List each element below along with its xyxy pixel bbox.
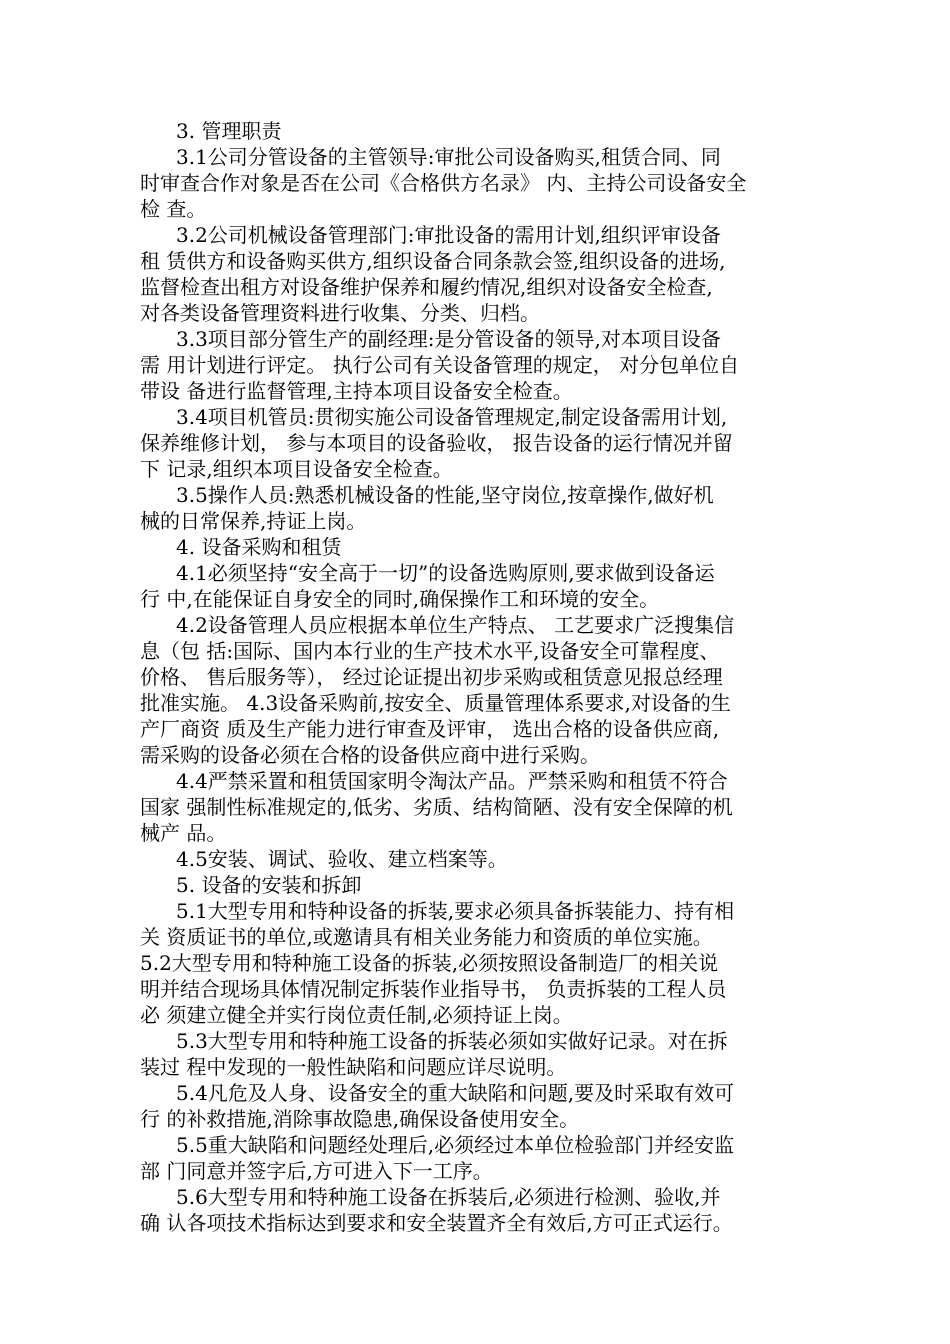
paragraph-line: 3.5操作人员:熟悉机械设备的性能,坚守岗位,按章操作,做好机 [176,483,714,507]
paragraph-line: 检 查。 [140,197,207,221]
paragraph-line: 带设 备进行监督管理,主持本项目设备安全检查。 [140,379,573,403]
paragraph-line: 保养维修计划， 参与本项目的设备验收， 报告设备的运行情况并留 [140,431,733,455]
paragraph-line: 行 中,在能保证自身安全的同时,确保操作工和环境的安全。 [140,587,660,611]
paragraph-line: 械产 品。 [140,821,227,845]
paragraph-line: 械的日常保养,持证上岗。 [140,509,367,533]
paragraph-line: 5.6大型专用和特种施工设备在拆装后,必须进行检测、验收,并 [176,1185,721,1209]
paragraph-line: 5.5重大缺陷和问题经处理后,必须经过本单位检验部门并经安监 [176,1133,735,1157]
paragraph-line: 5.1大型专用和特种设备的拆装,要求必须具备拆装能力、持有相 [176,899,735,923]
section-heading-4: 4. 设备采购和租赁 [176,535,342,559]
section-heading-5: 5. 设备的安装和拆卸 [176,873,362,897]
paragraph-line: 对各类设备管理资料进行收集、分类、归档。 [140,301,540,325]
paragraph-line: 关 资质证书的单位,或邀请具有相关业务能力和资质的单位实施。 [140,925,713,949]
paragraph-line: 国家 强制性标准规定的,低劣、劣质、结构简陋、没有安全保障的机 [140,795,733,819]
paragraph-line: 息（包 括:国际、国内本行业的生产技术水平,设备安全可靠程度、 [140,639,720,663]
paragraph-line: 必 须建立健全并实行岗位责任制,必须持证上岗。 [140,1003,573,1027]
paragraph-line: 4.1必须坚持“安全高于一切”的设备选购原则,要求做到设备运 [176,561,715,585]
paragraph-line: 下 记录,组织本项目设备安全检查。 [140,457,453,481]
paragraph-line: 5.3大型专用和特种施工设备的拆装必须如实做好记录。对在拆 [176,1029,728,1053]
paragraph-line: 监督检查出租方对设备维护保养和履约情况,组织对设备安全检查, [140,275,713,299]
paragraph-line: 装过 程中发现的一般性缺陷和问题应详尽说明。 [140,1055,567,1079]
paragraph-line: 确 认各项技术指标达到要求和安全装置齐全有效后,方可正式运行。 [140,1211,733,1235]
paragraph-line: 明并结合现场具体情况制定拆装作业指导书， 负责拆装的工程人员 [140,977,727,1001]
paragraph-line: 行 的补救措施,消除事故隐患,确保设备使用安全。 [140,1107,580,1131]
section-heading-3: 3. 管理职责 [176,119,282,143]
paragraph-line: 3.4项目机管员:贯彻实施公司设备管理规定,制定设备需用计划, [176,405,728,429]
paragraph-line: 时审查合作对象是否在公司《合格供方名录》 内、主持公司设备安全 [140,171,747,195]
paragraph-line: 3.3项目部分管生产的副经理:是分管设备的领导,对本项目设备 [176,327,721,351]
paragraph-line: 价格、 售后服务等）， 经过论证提出初步采购或租赁意见报总经理 [140,665,723,689]
document-body [140,118,820,1236]
paragraph-line: 批准实施。 4.3设备采购前,按安全、质量管理体系要求,对设备的生 [140,691,731,715]
paragraph-line: 4.5安装、调试、验收、建立档案等。 [176,847,508,871]
paragraph-line: 部 门同意并签字后,方可进入下一工序。 [140,1159,493,1183]
paragraph-line: 需采购的设备必须在合格的设备供应商中进行采购。 [140,743,600,767]
paragraph-line: 5.4凡危及人身、设备安全的重大缺陷和问题,要及时采取有效可 [176,1081,735,1105]
paragraph-line: 租 赁供方和设备购买供方,组织设备合同条款会签,组织设备的进场, [140,249,726,273]
paragraph-line: 4.2设备管理人员应根据本单位生产特点、 工艺要求广泛搜集信 [176,613,735,637]
paragraph-line: 5.2大型专用和特种施工设备的拆装,必须按照设备制造厂的相关说 [140,951,719,975]
paragraph-line: 4.4严禁采置和租赁国家明令淘汰产品。严禁采购和租赁不符合 [176,769,728,793]
paragraph-line: 需 用计划进行评定。 执行公司有关设备管理的规定， 对分包单位自 [140,353,740,377]
paragraph-line: 3.2公司机械设备管理部门:审批设备的需用计划,组织评审设备 [176,223,721,247]
paragraph-line: 3.1公司分管设备的主管领导:审批公司设备购买,租赁合同、同 [176,145,721,169]
paragraph-line: 产厂商资 质及生产能力进行审查及评审， 选出合格的设备供应商, [140,717,720,741]
